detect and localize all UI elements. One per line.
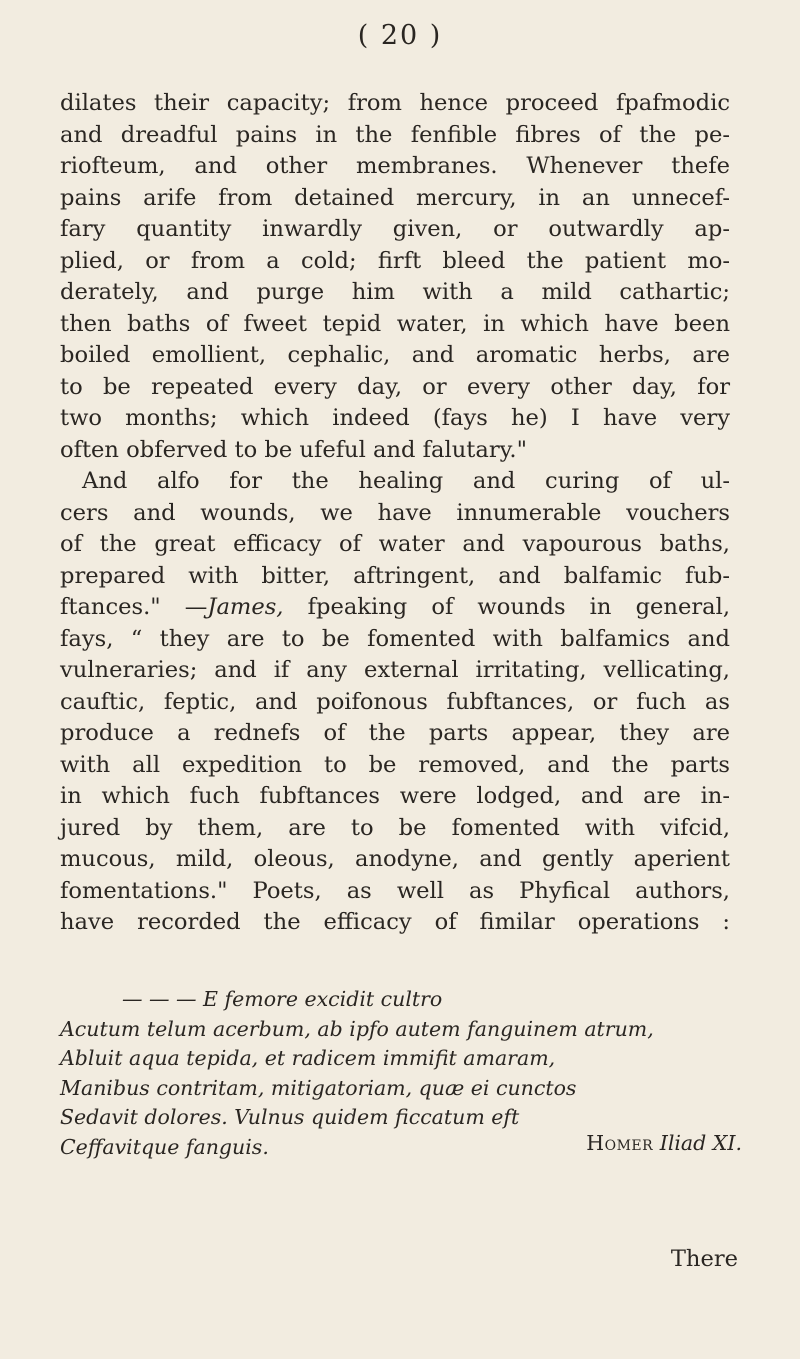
text-line: dilates their capacity; from hence proceed fpafmodic (60, 90, 730, 116)
text-line (60, 592, 730, 624)
text-fragment: ftances." — (60, 594, 208, 620)
text-line: cauftic, feptic, and poifonous fubftances, or fuch as (60, 688, 730, 715)
text-line: And alfo for the healing and curing of ul- (82, 468, 730, 494)
verse-line: Sedavit dolores. Vulnus quidem ficcatum eft (60, 1105, 520, 1129)
text-line: cers and wounds, we have innumerable vouchers (60, 499, 730, 526)
text-line: fays, “ they are to be fomented with balfamics and (60, 625, 730, 652)
text-line: plied, or from a cold; firft bleed the patient mo- (60, 247, 730, 274)
text-line: fary quantity inwardly given, or outwardly ap- (60, 216, 730, 242)
body-text (60, 88, 730, 939)
text-line: pains arife from detained mercury, in an unnecef- (60, 184, 730, 211)
verse-line: Manibus contritam, mitigatoriam, quæ ei cunctos (60, 1075, 577, 1100)
text-line: have recorded the efficacy of fimilar operations : (60, 909, 730, 935)
text-line: to be repeated every day, or every other day, for (60, 373, 730, 400)
text-line: then baths of fweet tepid water, in which have been (60, 310, 730, 337)
page-number: ( 20 ) (357, 20, 443, 51)
text-line: in which fuch fubftances were lodged, and are in- (60, 783, 730, 809)
text-line: often obferved to be ufeful and falutary." (60, 436, 527, 463)
text-line: riofteum, and other membranes. Whenever thefe (60, 153, 730, 179)
text-line: produce a rednefs of the parts appear, they are (60, 720, 730, 746)
text-fragment: fpeaking of wounds in general, (283, 594, 731, 620)
text-line: derately, and purge him with a mild cathartic; (60, 279, 730, 305)
attribution-work: Iliad XI. (659, 1131, 742, 1155)
attribution-author: Homer (586, 1131, 654, 1155)
catchword: There (670, 1246, 738, 1272)
text-line: mucous, mild, oleous, anodyne, and gently aperient (60, 846, 730, 872)
verse-line: Ceffavitque fanguis. (60, 1134, 269, 1159)
verse-line: Acutum telum acerbum, ab ipfo autem fanguinem atrum, (60, 1016, 654, 1041)
text-line: of the great efficacy of water and vapourous baths, (60, 531, 730, 557)
text-line: prepared with bitter, aftringent, and balfamic fub- (60, 562, 730, 589)
author-name-james: James, (207, 594, 284, 620)
text-line: two months; which indeed (fays he) I have very (60, 405, 730, 431)
text-line: fomentations." Poets, as well as Phyfical authors, (60, 877, 730, 904)
text-line: vulneraries; and if any external irritating, vellicating, (60, 657, 730, 683)
verse-line: Abluit aqua tepida, et radicem immifit amaram, (60, 1046, 556, 1070)
quotation-attribution (586, 1131, 742, 1155)
text-line: jured by them, are to be fomented with vifcid, (60, 814, 730, 841)
text-line: with all expedition to be removed, and the parts (60, 751, 730, 778)
text-line: boiled emollient, cephalic, and aromatic herbs, are (60, 342, 730, 368)
text-line: and dreadful pains in the fenfible fibres of the pe- (60, 121, 730, 148)
verse-line: — — — E femore excidit cultro (122, 987, 443, 1011)
